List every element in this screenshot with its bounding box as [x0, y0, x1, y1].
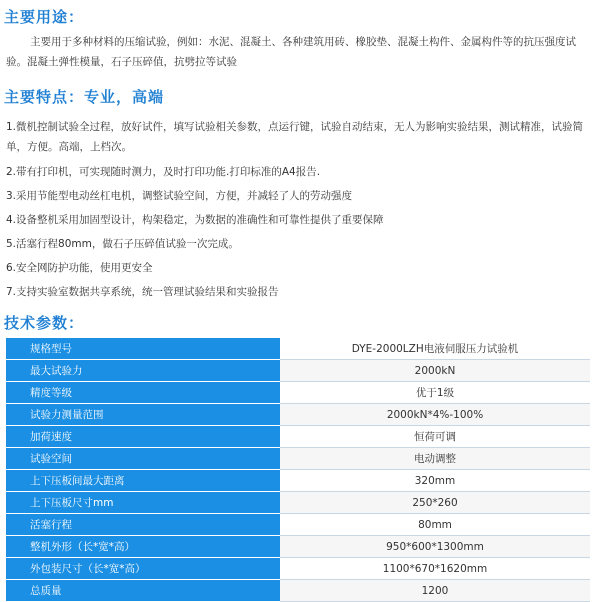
table-row [6, 580, 590, 602]
table-row [6, 360, 590, 382]
spec-key: 整机外形（长*宽*高） [6, 536, 280, 558]
usage-heading: 主要用途： [4, 8, 85, 26]
feature-item-4: 4.设备整机采用加固型设计，构架稳定，为数据的准确性和可靠性提供了重要保障 [6, 214, 384, 226]
table-row [6, 492, 590, 514]
feature-item-5: 5.活塞行程80mm，做石子压碎值试验一次完成。 [6, 238, 239, 250]
spec-value: 1100*670*1620mm [280, 558, 590, 580]
spec-value: 电动调整 [280, 448, 590, 470]
feature-item-6: 6.安全网防护功能，使用更安全 [6, 262, 153, 274]
spec-value: 1200 [280, 580, 590, 602]
table-row [6, 382, 590, 404]
spec-key: 最大试验力 [6, 360, 280, 382]
feature-item-2: 2.带有打印机，可实现随时测力，及时打印功能.打印标准的A4报告. [6, 166, 321, 178]
spec-value: 2000kN*4%-100% [280, 404, 590, 426]
spec-key: 精度等级 [6, 382, 280, 404]
usage-text: 主要用于多种材料的压缩试验，例如：水泥、混凝土、各种建筑用砖、橡胶垫、混凝土构件、金属构件等的抗压强度试验。混凝土弹性模量，石子压碎值，抗劈拉等试验 [6, 36, 576, 68]
feature-item-3: 3.采用节能型电动丝杠电机，调整试验空间，方便，并减轻了人的劳动强度 [6, 190, 353, 202]
table-row [6, 470, 590, 492]
table-row [6, 338, 590, 360]
table-row [6, 448, 590, 470]
spec-value: 2000kN [280, 360, 590, 382]
spec-key: 总质量 [6, 580, 280, 602]
spec-key: 上下压板间最大距离 [6, 470, 280, 492]
spec-value: 80mm [280, 514, 590, 536]
feature-item-7: 7.支持实验室数据共享系统，统一管理试验结果和实验报告 [6, 286, 279, 298]
spec-value: 优于1级 [280, 382, 590, 404]
spec-key: 活塞行程 [6, 514, 280, 536]
spec-key: 加荷速度 [6, 426, 280, 448]
specs-table [6, 338, 590, 602]
table-row [6, 558, 590, 580]
spec-key: 试验空间 [6, 448, 280, 470]
spec-value: 950*600*1300mm [280, 536, 590, 558]
table-row [6, 514, 590, 536]
spec-value: DYE-2000LZH电液伺服压力试验机 [280, 338, 590, 360]
spec-key: 试验力测量范围 [6, 404, 280, 426]
spec-key: 上下压板尺寸mm [6, 492, 280, 514]
spec-key: 规格型号 [6, 338, 280, 360]
spec-key: 外包装尺寸（长*宽*高） [6, 558, 280, 580]
table-row [6, 536, 590, 558]
table-row [6, 426, 590, 448]
features-heading: 主要特点：专业，高端 [4, 88, 165, 106]
table-row [6, 404, 590, 426]
specs-heading: 技术参数： [4, 314, 85, 332]
spec-value: 320mm [280, 470, 590, 492]
feature-item-1: 1.微机控制试验全过程，放好试件，填写试验相关参数，点运行键，试验自动结束，无人为影响实验结果，测试精准，试验简单，方便。高端，上档次。 [6, 121, 584, 153]
spec-value: 250*260 [280, 492, 590, 514]
spec-value: 恒荷可调 [280, 426, 590, 448]
